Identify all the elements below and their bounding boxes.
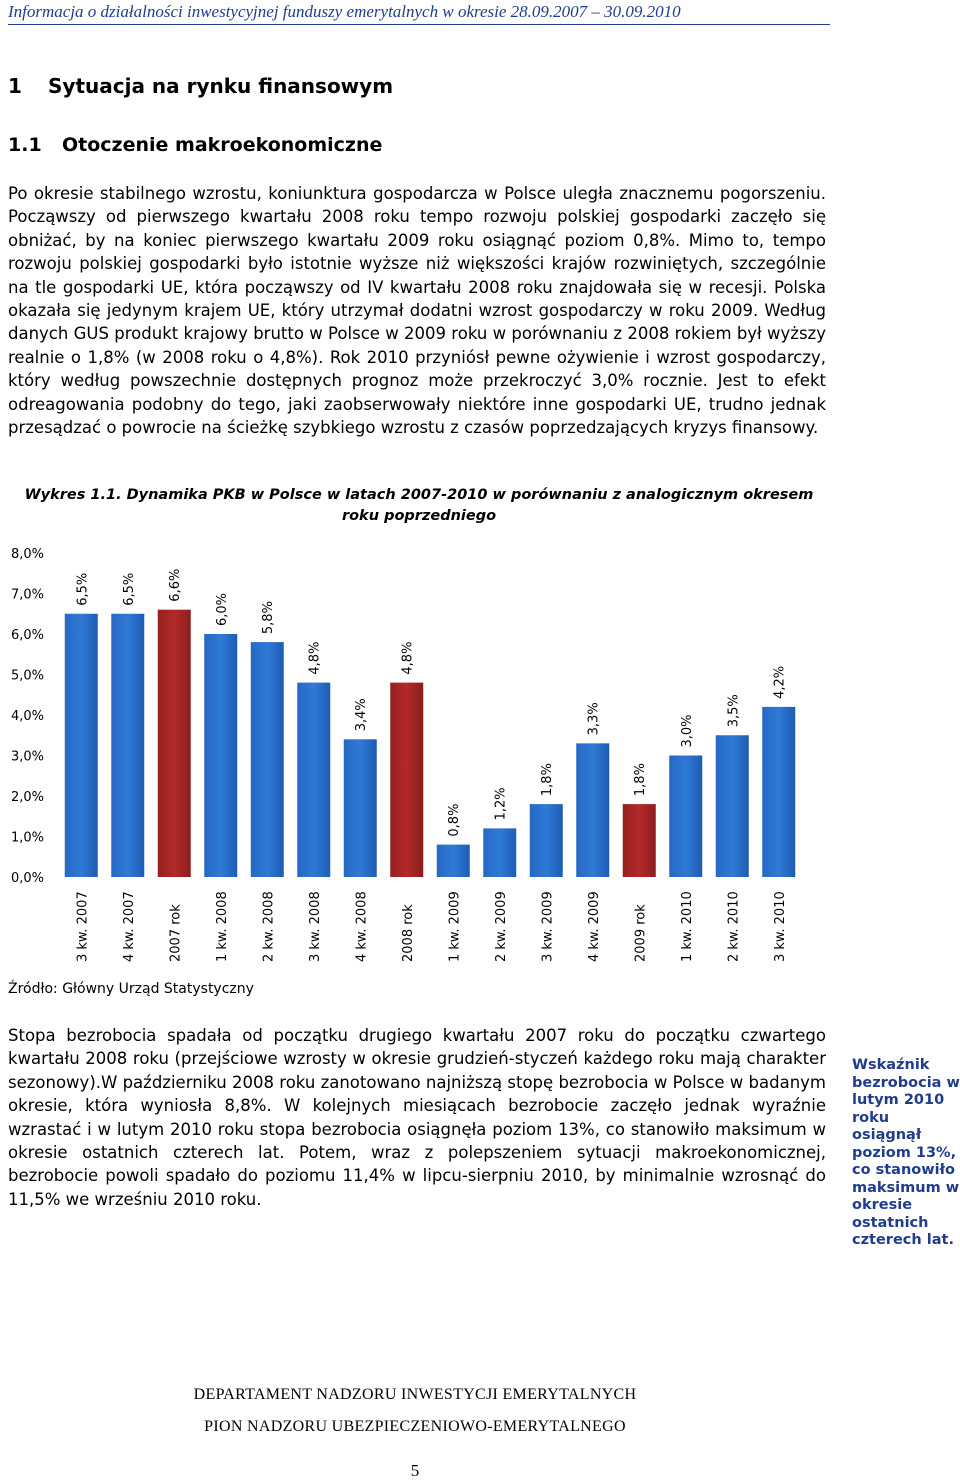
bar-value-label: 1,8%	[540, 763, 556, 797]
bar-value-label: 3,3%	[586, 702, 602, 736]
category-label: 2007 rok	[168, 904, 184, 962]
category-label: 4 kw. 2009	[586, 891, 602, 962]
bar-value-label: 4,2%	[772, 665, 788, 699]
y-tick-label: 5,0%	[10, 668, 44, 684]
bar-value-label: 4,8%	[400, 641, 416, 675]
bar-annual	[623, 804, 656, 877]
bar-value-label: 4,8%	[307, 641, 323, 675]
bar-quarter	[483, 828, 516, 877]
category-label: 2008 rok	[400, 904, 416, 962]
bar-value-label: 3,5%	[726, 694, 742, 728]
category-label: 2 kw. 2009	[493, 891, 509, 962]
y-tick-label: 0,0%	[10, 871, 44, 886]
y-tick-label: 6,0%	[10, 628, 44, 643]
bar-annual	[158, 610, 191, 877]
section-heading	[8, 74, 393, 98]
y-tick-label: 1,0%	[10, 830, 44, 846]
bar-quarter	[437, 845, 470, 877]
page-number: 5	[410, 1461, 420, 1480]
bar-quarter	[576, 743, 609, 877]
category-label: 3 kw. 2010	[772, 891, 788, 962]
bar-value-label: 5,8%	[261, 601, 277, 635]
y-tick-label: 8,0%	[10, 547, 44, 562]
paragraph-unemployment: Stopa bezrobocia spadała od początku drugiego kwartału 2007 roku do początku czwartego kwartału 2008 roku (przejściowe wzrosty w okresie grudzień-styczeń każdego roku mają charakter sezonowy).W październiku 2008 roku zanotowano najniższą stopę bezrobocia w Polsce w badanym okresie, która wyniosła 8,8%. W kolejnych miesiącach bezrobocie zaczęło jednak wyraźnie wzrastać i w lutym 2010 roku stopa bezrobocia osiągnęła poziom 13%, co stanowiło maksimum w okresie ostatnich czterech lat. Potem, wraz z polepszeniem sytuacji makroekonomicznej, bezrobocie powoli spadało do poziomu 11,4% w lipcu-sierpniu 2010, by minimalnie wzrosnąć do 11,5% we wrześniu 2010 roku.	[8, 1026, 826, 1209]
category-label: 3 kw. 2007	[75, 891, 91, 962]
category-label: 2 kw. 2008	[261, 891, 277, 962]
bar-quarter	[762, 707, 795, 877]
bar-quarter	[669, 756, 702, 878]
bar-quarter	[111, 614, 144, 877]
running-header: Informacja o działalności inwestycyjnej funduszy emerytalnych w okresie 28.09.2007 – 30.09.2010	[8, 2, 681, 21]
category-label: 4 kw. 2008	[354, 891, 370, 962]
category-label: 1 kw. 2010	[679, 891, 695, 962]
y-tick-label: 4,0%	[10, 709, 44, 724]
category-label: 3 kw. 2008	[307, 891, 323, 962]
bar-value-label: 6,0%	[214, 592, 230, 626]
bar-quarter	[297, 683, 330, 877]
bar-quarter	[65, 614, 98, 877]
bar-value-label: 1,2%	[493, 787, 509, 821]
header-rule	[8, 24, 830, 25]
section-number: 1	[8, 74, 22, 98]
bar-quarter	[251, 642, 284, 877]
bar-value-label: 1,8%	[633, 763, 649, 797]
bar-quarter	[204, 634, 237, 877]
bar-annual	[390, 683, 423, 877]
category-label: 1 kw. 2008	[214, 891, 230, 962]
y-tick-label: 7,0%	[10, 587, 44, 603]
bar-value-label: 6,5%	[75, 572, 91, 606]
category-label: 2009 rok	[633, 904, 649, 962]
subsection-title: Otoczenie makroekonomiczne	[62, 134, 383, 156]
bar-value-label: 6,6%	[168, 568, 184, 602]
figure-source: Źródło: Główny Urząd Statystyczny	[8, 981, 254, 997]
y-tick-label: 3,0%	[10, 749, 44, 765]
sidebar-note: Wskaźnik bezrobocia w lutym 2010 roku osiągnął poziom 13%, co stanowiło maksimum w okresie ostatnich czterech lat.	[852, 1057, 960, 1248]
bar-value-label: 3,4%	[354, 698, 370, 732]
bar-quarter	[530, 804, 563, 877]
subsection-number: 1.1	[8, 134, 42, 156]
section-title: Sytuacja na rynku finansowym	[48, 74, 394, 98]
footer-division: PION NADZORU UBEZPIECZENIOWO-EMERYTALNEGO	[204, 1418, 626, 1435]
y-tick-label: 2,0%	[10, 790, 44, 805]
gdp-bar-chart	[0, 540, 830, 970]
bar-value-label: 3,0%	[679, 714, 695, 748]
footer-department: DEPARTAMENT NADZORU INWESTYCJI EMERYTALNYCH	[193, 1386, 637, 1403]
category-label: 2 kw. 2010	[726, 891, 742, 962]
bar-quarter	[716, 735, 749, 877]
subsection-heading	[8, 134, 382, 156]
category-label: 3 kw. 2009	[540, 891, 556, 962]
figure-caption: Wykres 1.1. Dynamika PKB w Polsce w latach 2007-2010 w porównaniu z analogicznym okresem roku poprzedniego	[24, 487, 814, 524]
bar-value-label: 6,5%	[121, 572, 137, 606]
paragraph-gdp: Po okresie stabilnego wzrostu, koniunktura gospodarcza w Polsce uległa znacznemu pogorszeniu. Począwszy od pierwszego kwartału 2008 roku tempo rozwoju polskiej gospodarki zaczęło się obniżać, by na koniec pierwszego kwartału 2009 roku osiągnąć poziom 0,8%. Mimo to, tempo rozwoju polskiej gospodarki było istotnie wyższe niż większości krajów rozwiniętych, szczególnie na tle gospodarki UE, która począwszy od IV kwartału 2008 roku znajdowała się w recesji. Polska okazała się jedynym krajem UE, który utrzymał dodatni wzrost gospodarczy w roku 2009. Według danych GUS produkt krajowy brutto w Polsce w 2009 roku w porównaniu z 2008 rokiem był wyższy realnie o 1,8% (w 2008 roku o 4,8%). Rok 2010 przyniósł pewne ożywienie i wzrost gospodarczy, który według powszechnie dostępnych prognoz może przekroczyć 3,0% rocznie. Jest to efekt odreagowania podobny do tego, jaki zaobserwowały niektóre inne gospodarki UE, trudno jednak przesądzać o powrocie na ścieżkę szybkiego wzrostu z czasów poprzedzających kryzys finansowy.	[8, 184, 826, 438]
category-label: 1 kw. 2009	[447, 891, 463, 962]
bar-value-label: 0,8%	[447, 803, 463, 837]
bar-quarter	[344, 739, 377, 877]
category-label: 4 kw. 2007	[121, 891, 137, 962]
